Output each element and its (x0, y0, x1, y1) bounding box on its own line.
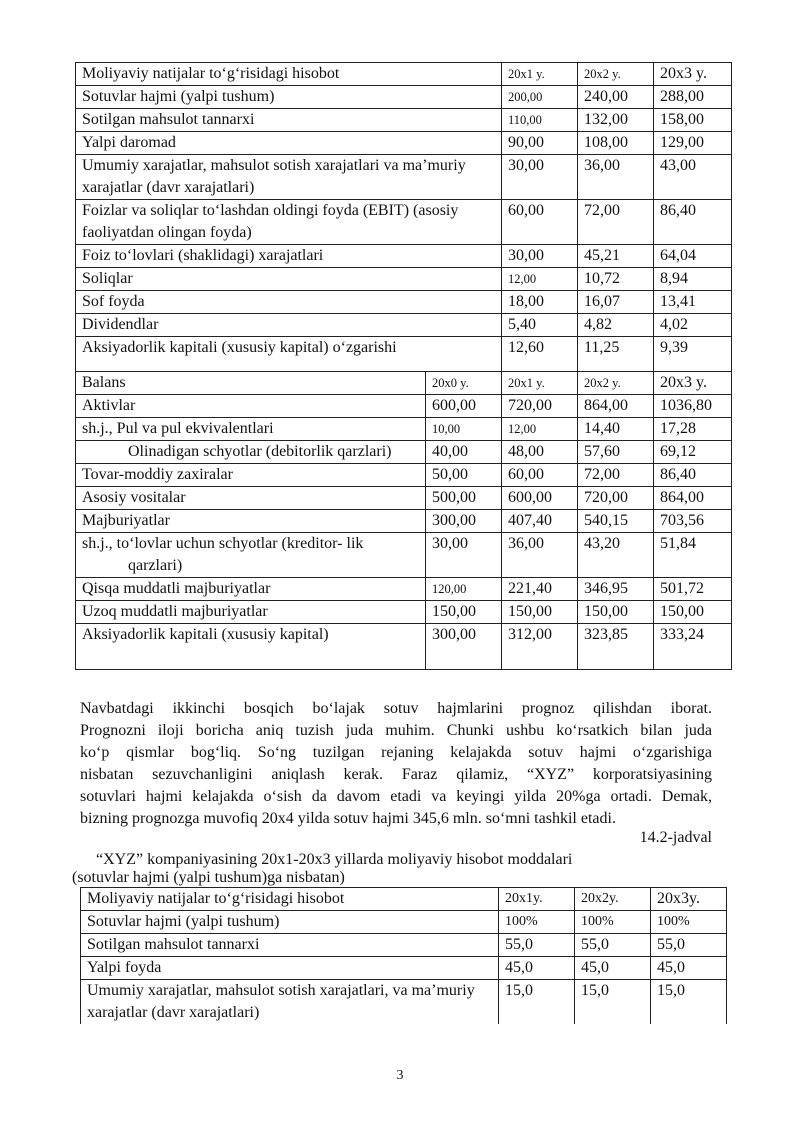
table-row (76, 395, 732, 418)
header-cell: 20x3 y. (654, 63, 732, 86)
value-cell: 150,00 (578, 601, 654, 624)
row-label: Yalpi daromad (76, 132, 502, 155)
header-cell: 20x3 y. (654, 372, 732, 395)
value-cell: 15,0 (499, 980, 575, 1025)
value-cell: 12,00 (502, 418, 578, 441)
value-cell: 9,39 (654, 337, 732, 377)
header-cell: 20x1 y. (502, 372, 578, 395)
value-cell: 720,00 (502, 395, 578, 418)
value-cell: 40,00 (426, 441, 502, 464)
row-label: Aksiyadorlik kapitali (xususiy kapital) (76, 624, 426, 670)
income-statement-table (75, 62, 732, 377)
paragraph-line: ko‘p qismlar bog‘liq. So‘ng tuzilgan rejaning kelajakda sotuv hajmi o‘zgarishiga (80, 744, 712, 761)
value-cell: 132,00 (578, 109, 654, 132)
value-cell: 15,0 (651, 980, 727, 1025)
table-row (76, 245, 732, 268)
value-cell: 100% (499, 911, 575, 934)
header-cell: Balans (76, 372, 426, 395)
value-cell: 300,00 (426, 510, 502, 533)
body-paragraph (80, 698, 712, 830)
value-cell: 4,82 (578, 314, 654, 337)
table-row (76, 510, 732, 533)
value-cell: 64,04 (654, 245, 732, 268)
value-cell: 36,00 (502, 533, 578, 578)
value-cell: 129,00 (654, 132, 732, 155)
value-cell: 333,24 (654, 624, 732, 670)
value-cell: 14,40 (578, 418, 654, 441)
value-cell: 300,00 (426, 624, 502, 670)
row-label: Sotuvlar hajmi (yalpi tushum) (81, 911, 499, 934)
table-row (76, 533, 732, 578)
value-cell: 150,00 (654, 601, 732, 624)
value-cell: 288,00 (654, 86, 732, 109)
row-label: Qisqa muddatli majburiyatlar (76, 578, 426, 601)
paragraph-line: sotuvlari hajmi kelajakda o‘sish da davom etadi va keyingi yilda 20%ga ortadi. Demak, (80, 788, 712, 805)
row-label: Aktivlar (76, 395, 426, 418)
header-cell: Moliyaviy natijalar to‘g‘risidagi hisobot (81, 888, 499, 911)
table-row (76, 155, 732, 200)
table-row (76, 418, 732, 441)
balance-sheet-table (75, 371, 732, 670)
table-row (81, 911, 727, 934)
value-cell: 703,56 (654, 510, 732, 533)
value-cell: 110,00 (502, 109, 578, 132)
header-cell: 20x2 y. (578, 63, 654, 86)
value-cell: 55,0 (651, 934, 727, 957)
row-label: Uzoq muddatli majburiyatlar (76, 601, 426, 624)
value-cell: 864,00 (654, 487, 732, 510)
value-cell: 108,00 (578, 132, 654, 155)
value-cell: 8,94 (654, 268, 732, 291)
row-label: Umumiy xarajatlar, mahsulot sotish xarajatlari va ma’muriy xarajatlar (davr xarajatlari) (76, 155, 502, 200)
value-cell: 86,40 (654, 200, 732, 245)
table-row (76, 464, 732, 487)
value-cell: 4,02 (654, 314, 732, 337)
row-label: Yalpi foyda (81, 957, 499, 980)
value-cell: 346,95 (578, 578, 654, 601)
value-cell: 221,40 (502, 578, 578, 601)
value-cell: 36,00 (578, 155, 654, 200)
value-cell: 86,40 (654, 464, 732, 487)
value-cell: 12,00 (502, 268, 578, 291)
table-row (81, 957, 727, 980)
value-cell: 323,85 (578, 624, 654, 670)
value-cell: 100% (651, 911, 727, 934)
row-label-text: sh.j., to‘lovlar uchun schyotlar (kreditor- lik qarzlari) (82, 535, 364, 574)
table-row (76, 487, 732, 510)
value-cell: 240,00 (578, 86, 654, 109)
value-cell: 15,0 (575, 980, 651, 1025)
row-label: Dividendlar (76, 314, 502, 337)
header-cell: Moliyaviy natijalar to‘g‘risidagi hisobot (76, 63, 502, 86)
value-cell: 158,00 (654, 109, 732, 132)
table-row (76, 132, 732, 155)
value-cell: 60,00 (502, 200, 578, 245)
table-row (76, 314, 732, 337)
header-cell: 20x2 y. (578, 372, 654, 395)
value-cell: 45,0 (575, 957, 651, 980)
value-cell: 30,00 (502, 155, 578, 200)
table-row (76, 601, 732, 624)
table-row (76, 109, 732, 132)
value-cell: 864,00 (578, 395, 654, 418)
value-cell: 55,0 (575, 934, 651, 957)
value-cell: 17,28 (654, 418, 732, 441)
value-cell: 90,00 (502, 132, 578, 155)
table-row (76, 268, 732, 291)
row-label: Soliqlar (76, 268, 502, 291)
table-row (76, 291, 732, 314)
value-cell: 501,72 (654, 578, 732, 601)
value-cell: 407,40 (502, 510, 578, 533)
table-row (76, 624, 732, 670)
row-label: sh.j., Pul va pul ekvivalentlari (76, 418, 426, 441)
table-header-row (76, 372, 732, 395)
header-cell: 20x0 y. (426, 372, 502, 395)
value-cell: 720,00 (578, 487, 654, 510)
row-label: Umumiy xarajatlar, mahsulot sotish xarajatlari, va ma’muriy xarajatlar (davr xarajatlari) (81, 980, 499, 1025)
value-cell: 12,60 (502, 337, 578, 377)
table-caption-subtitle: (sotuvlar hajmi (yalpi tushum)ga nisbatan) (72, 869, 345, 886)
value-cell: 16,07 (578, 291, 654, 314)
value-cell: 30,00 (502, 245, 578, 268)
table-header-row (76, 63, 732, 86)
paragraph-line: Prognozni iloji boricha aniq tuzish juda muhim. Chunki ushbu ko‘rsatkich bilan juda (80, 722, 712, 739)
row-label (76, 533, 426, 578)
row-label: Foiz to‘lovlari (shaklidagi) xarajatlari (76, 245, 502, 268)
table-caption: “XYZ” kompaniyasining 20x1-20x3 yillarda moliyaviy hisobot moddalari (96, 851, 573, 868)
value-cell: 51,84 (654, 533, 732, 578)
value-cell: 45,0 (499, 957, 575, 980)
table-row (76, 200, 732, 245)
value-cell: 150,00 (426, 601, 502, 624)
table-row (81, 980, 727, 1025)
value-cell: 540,15 (578, 510, 654, 533)
value-cell: 120,00 (426, 578, 502, 601)
header-cell: 20x1y. (499, 888, 575, 911)
value-cell: 43,20 (578, 533, 654, 578)
table-row (81, 934, 727, 957)
header-cell: 20x2y. (575, 888, 651, 911)
value-cell: 600,00 (502, 487, 578, 510)
row-label: Olinadigan schyotlar (debitorlik qarzlari) (76, 441, 426, 464)
header-cell: 20x3y. (651, 888, 727, 911)
value-cell: 312,00 (502, 624, 578, 670)
table-row (76, 86, 732, 109)
value-cell: 150,00 (502, 601, 578, 624)
value-cell: 18,00 (502, 291, 578, 314)
page-number: 3 (396, 1068, 404, 1083)
value-cell: 30,00 (426, 533, 502, 578)
header-cell: 20x1 y. (502, 63, 578, 86)
paragraph-line: Navbatdagi ikkinchi bosqich bo‘lajak sotuv hajmlarini prognoz qilishdan iborat. (80, 700, 712, 717)
value-cell: 50,00 (426, 464, 502, 487)
value-cell: 5,40 (502, 314, 578, 337)
value-cell: 48,00 (502, 441, 578, 464)
value-cell: 57,60 (578, 441, 654, 464)
value-cell: 10,00 (426, 418, 502, 441)
value-cell: 500,00 (426, 487, 502, 510)
value-cell: 60,00 (502, 464, 578, 487)
value-cell: 600,00 (426, 395, 502, 418)
value-cell: 11,25 (578, 337, 654, 377)
table-row (76, 441, 732, 464)
value-cell: 1036,80 (654, 395, 732, 418)
row-label: Sotilgan mahsulot tannarxi (76, 109, 502, 132)
paragraph-line: nisbatan sezuvchanligini aniqlash kerak. Faraz qilamiz, “XYZ” korporatsiyasining (80, 766, 712, 783)
row-label: Majburiyatlar (76, 510, 426, 533)
value-cell: 200,00 (502, 86, 578, 109)
row-label: Sotilgan mahsulot tannarxi (81, 934, 499, 957)
percent-table (80, 887, 727, 1024)
value-cell: 72,00 (578, 464, 654, 487)
table-number: 14.2-jadval (639, 829, 712, 846)
table-row (76, 578, 732, 601)
row-label: Sof foyda (76, 291, 502, 314)
value-cell: 13,41 (654, 291, 732, 314)
value-cell: 72,00 (578, 200, 654, 245)
value-cell: 100% (575, 911, 651, 934)
paragraph-line: bizning prognozga muvofiq 20x4 yilda sotuv hajmi 345,6 mln. so‘mni tashkil etadi. (80, 810, 616, 827)
row-label: Asosiy vositalar (76, 487, 426, 510)
value-cell: 45,21 (578, 245, 654, 268)
table-header-row (81, 888, 727, 911)
value-cell: 43,00 (654, 155, 732, 200)
value-cell: 69,12 (654, 441, 732, 464)
row-label: Sotuvlar hajmi (yalpi tushum) (76, 86, 502, 109)
value-cell: 10,72 (578, 268, 654, 291)
row-label: Aksiyadorlik kapitali (xususіy kapital) o‘zgarishi (76, 337, 502, 377)
value-cell: 45,0 (651, 957, 727, 980)
row-label: Foizlar va soliqlar to‘lashdan oldingi foyda (EBIT) (asosiy faoliyatdan olingan foyda) (76, 200, 502, 245)
row-label: Tovar-moddiy zaxiralar (76, 464, 426, 487)
value-cell: 55,0 (499, 934, 575, 957)
